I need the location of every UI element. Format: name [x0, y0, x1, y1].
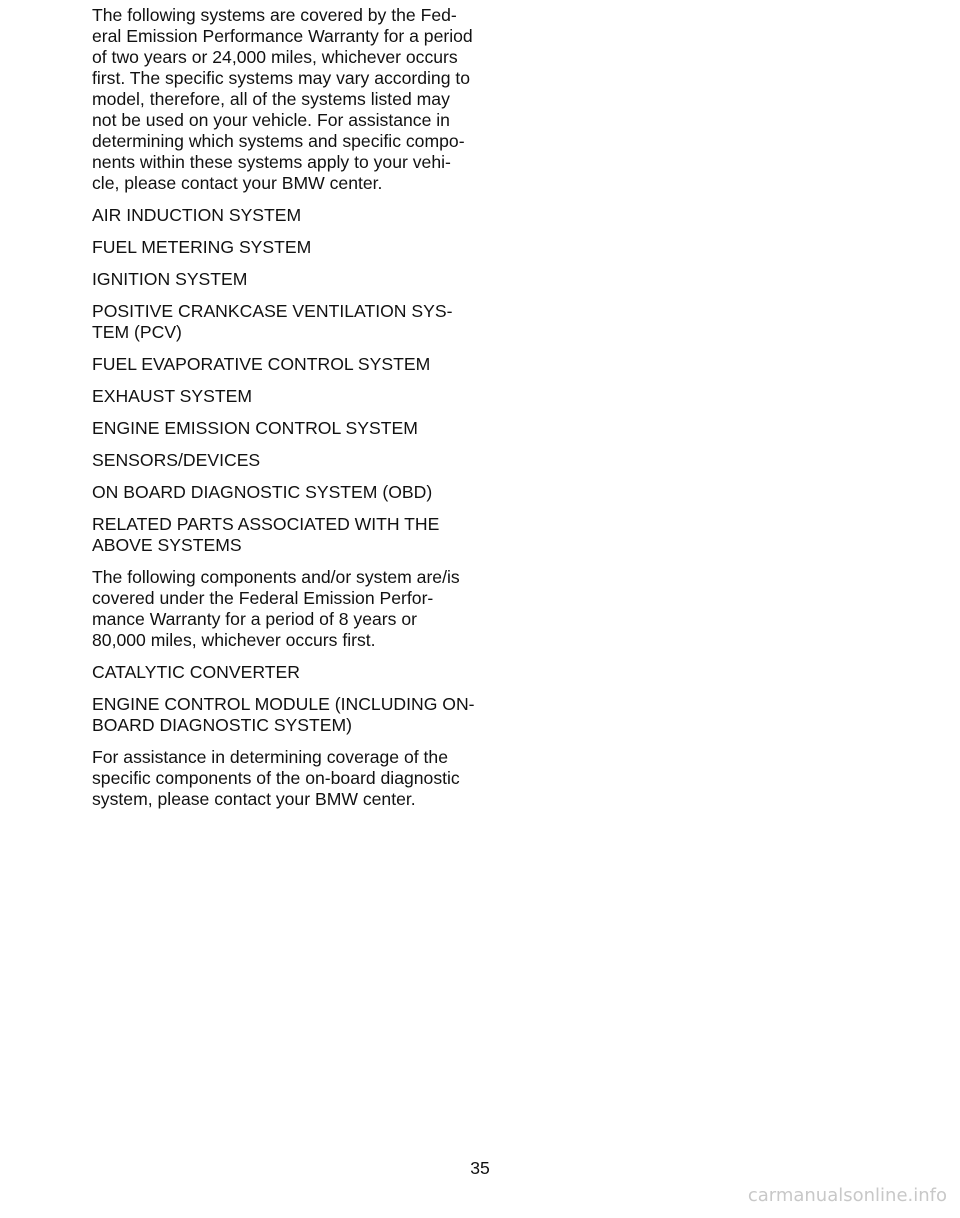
system-item-fuel-evaporative: FUEL EVAPORATIVE CONTROL SYSTEM — [92, 354, 431, 374]
system-item-ignition: IGNITION SYSTEM — [92, 269, 248, 289]
system-item-pcv: POSITIVE CRANKCASE VENTILATION SYS- TEM (PCV) — [92, 301, 453, 342]
assistance-paragraph: For assistance in determining coverage of the specific components of the on-board diagnostic system, please contact your BMW center. — [92, 747, 460, 809]
watermark: carmanualsonline.info — [747, 1185, 947, 1206]
system-item-sensors: SENSORS/DEVICES — [92, 450, 261, 470]
system-item-related-parts: RELATED PARTS ASSOCIATED WITH THE ABOVE SYSTEMS — [92, 514, 440, 555]
system-item-exhaust: EXHAUST SYSTEM — [92, 386, 253, 406]
components-paragraph: The following components and/or system are/is covered under the Federal Emission Perfor- mance Warranty for a period of 8 years or 80,000 miles, whichever occurs first. — [92, 567, 460, 650]
system-item-air-induction: AIR INDUCTION SYSTEM — [92, 205, 302, 225]
component-item-catalytic: CATALYTIC CONVERTER — [92, 662, 300, 682]
system-item-obd: ON BOARD DIAGNOSTIC SYSTEM (OBD) — [92, 482, 433, 502]
system-item-fuel-metering: FUEL METERING SYSTEM — [92, 237, 312, 257]
component-item-ecm: ENGINE CONTROL MODULE (INCLUDING ON- BOARD DIAGNOSTIC SYSTEM) — [92, 694, 475, 735]
intro-paragraph: The following systems are covered by the Fed- eral Emission Performance Warranty for a period of two years or 24,000 miles, whichever occurs first. The specific systems may vary according to model, therefore, all of the systems listed may not be used on your vehicle. For assistance in determining which systems and specific compo- nents within these systems apply to your vehi- cle, please contact your BMW center. — [92, 5, 473, 193]
text-column — [92, 5, 477, 821]
page-number: 35 — [470, 1158, 490, 1178]
system-item-engine-emission: ENGINE EMISSION CONTROL SYSTEM — [92, 418, 418, 438]
